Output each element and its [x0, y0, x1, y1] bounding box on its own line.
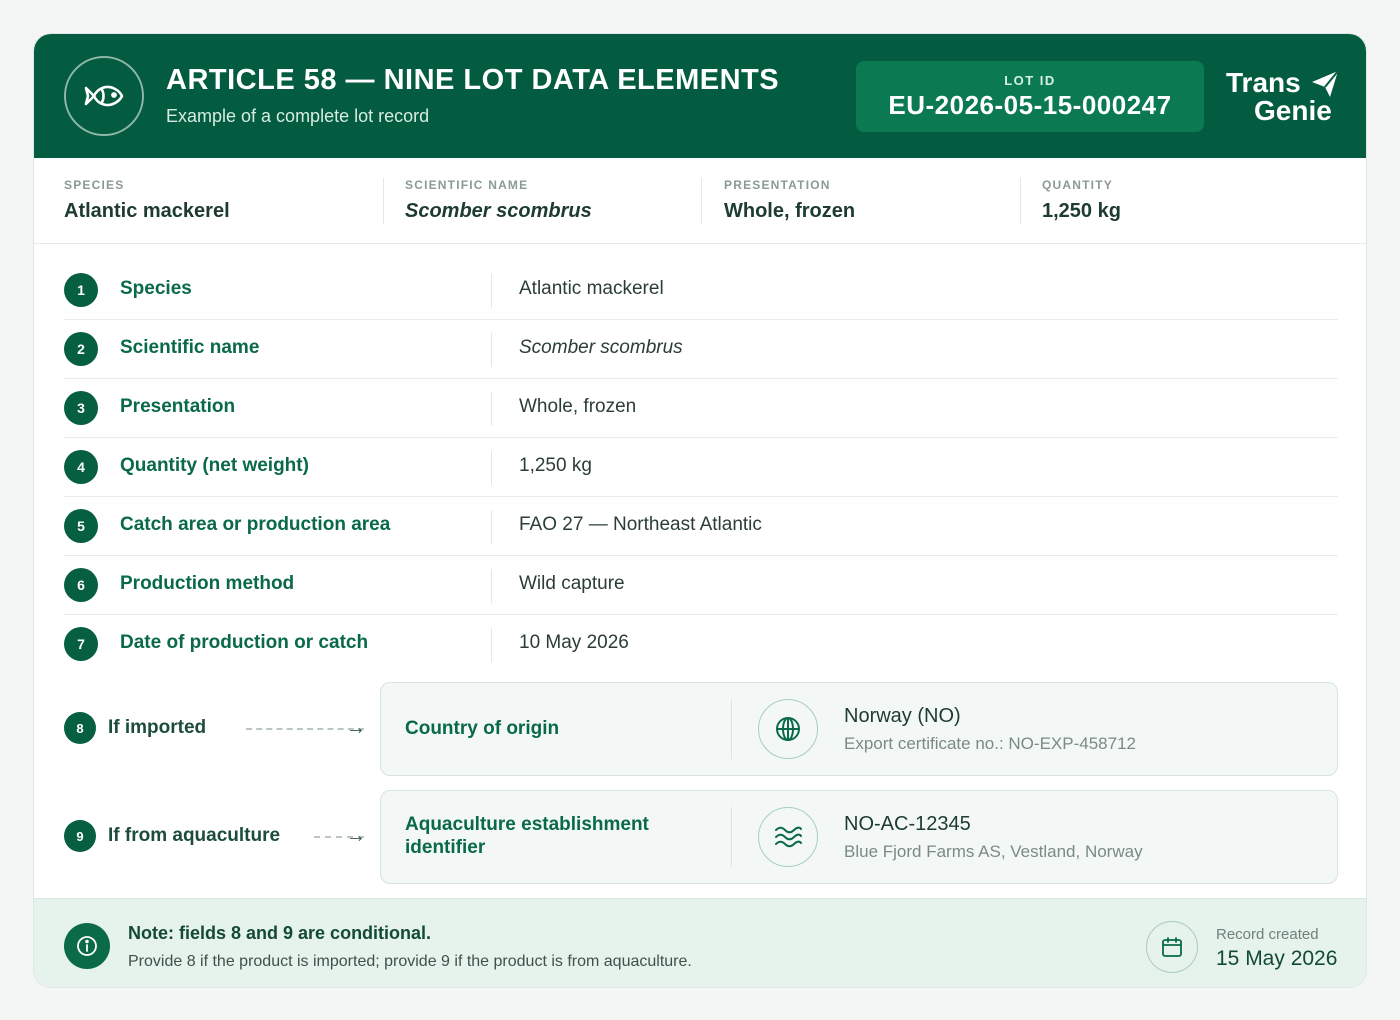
field-value: Atlantic mackerel — [519, 278, 664, 299]
summary-label: PRESENTATION — [724, 178, 831, 192]
row-divider — [491, 274, 492, 308]
row-divider — [491, 333, 492, 367]
page-subtitle: Example of a complete lot record — [166, 106, 430, 126]
field-number-badge: 5 — [64, 509, 98, 543]
conditional-field-value: NO-AC-12345 — [844, 813, 971, 835]
brand-arrow-icon — [1310, 70, 1340, 98]
row-divider — [491, 510, 492, 544]
record-created-date: 15 May 2026 — [1216, 947, 1338, 970]
summary-value: Scomber scombrus — [405, 200, 592, 222]
field-number-badge: 3 — [64, 391, 98, 425]
row-divider — [491, 451, 492, 485]
note-title: Note: fields 8 and 9 are conditional. — [128, 923, 432, 943]
summary-value: 1,250 kg — [1042, 200, 1121, 222]
summary-label: QUANTITY — [1042, 178, 1113, 192]
condition-label: If imported — [108, 717, 207, 738]
summary-divider — [701, 178, 702, 224]
field-number-badge: 7 — [64, 627, 98, 661]
footer-note — [34, 898, 1367, 988]
globe-icon — [758, 699, 818, 759]
summary-label: SPECIES — [64, 178, 125, 192]
summary-divider — [383, 178, 384, 224]
summary-divider — [1020, 178, 1021, 224]
summary-species — [64, 178, 230, 223]
summary-strip — [34, 158, 1367, 244]
field-value: Whole, frozen — [519, 396, 637, 417]
conditional-field-label-line1: Aquaculture establishment — [405, 814, 649, 835]
field-label: Species — [120, 278, 192, 299]
field-number-badge: 2 — [64, 332, 98, 366]
field-value: Wild capture — [519, 573, 625, 594]
page-title: ARTICLE 58 — NINE LOT DATA ELEMENTS — [166, 64, 780, 96]
field-row-quantity — [64, 438, 1338, 497]
row-divider — [491, 628, 492, 662]
field-value: 10 May 2026 — [519, 632, 629, 653]
arrow-right-icon: → — [346, 717, 366, 739]
summary-value: Atlantic mackerel — [64, 200, 230, 222]
field-label: Scientific name — [120, 337, 260, 358]
conditional-field-detail: Export certificate no.: NO-EXP-458712 — [844, 734, 1136, 753]
brand-text-line1: Trans — [1226, 67, 1301, 98]
field-row-species — [64, 261, 1338, 320]
row-divider — [491, 569, 492, 603]
arrow-right-icon: → — [346, 825, 366, 847]
field-row-presentation — [64, 379, 1338, 438]
condition-imported — [64, 709, 364, 749]
summary-quantity — [1042, 178, 1121, 223]
summary-scientific-name — [405, 178, 592, 223]
lot-id-label: LOT ID — [1004, 73, 1056, 88]
field-number-badge: 1 — [64, 273, 98, 307]
field-row-catch-area — [64, 497, 1338, 556]
field-label: Quantity (net weight) — [120, 455, 309, 476]
aquaculture-establishment-box — [380, 790, 1338, 884]
lot-id-badge — [856, 61, 1204, 132]
summary-value: Whole, frozen — [724, 200, 856, 222]
note-text: Provide 8 if the product is imported; provide 9 if the product is from aquaculture. — [128, 953, 692, 970]
conditional-field-detail: Blue Fjord Farms AS, Vestland, Norway — [844, 842, 1143, 861]
field-row-production-method — [64, 556, 1338, 615]
lot-id-value: EU-2026-05-15-000247 — [888, 90, 1172, 120]
lot-record-card — [33, 33, 1367, 988]
waves-icon — [758, 807, 818, 867]
conditional-field-value: Norway (NO) — [844, 705, 961, 727]
fish-icon — [64, 56, 144, 136]
summary-presentation — [724, 178, 855, 223]
field-row-date — [64, 615, 1338, 674]
field-row-scientific-name — [64, 320, 1338, 379]
header-banner — [34, 34, 1367, 158]
country-of-origin-box — [380, 682, 1338, 776]
conditional-field-label: Country of origin — [405, 718, 560, 739]
brand-text-line2: Genie — [1254, 95, 1332, 126]
conditional-field-label-line2: identifier — [405, 837, 486, 858]
brand-logo — [1224, 68, 1344, 128]
condition-aquaculture — [64, 817, 364, 857]
field-value: Scomber scombrus — [519, 337, 683, 358]
field-number-badge: 4 — [64, 450, 98, 484]
box-divider — [731, 807, 732, 867]
condition-label: If from aquaculture — [108, 825, 281, 846]
box-divider — [731, 699, 732, 759]
field-label: Presentation — [120, 396, 236, 417]
info-icon — [64, 923, 110, 969]
field-label: Catch area or production area — [120, 514, 391, 535]
calendar-icon — [1146, 921, 1198, 973]
field-value: 1,250 kg — [519, 455, 592, 476]
row-divider — [491, 392, 492, 426]
field-number-badge: 9 — [64, 820, 96, 852]
field-number-badge: 6 — [64, 568, 98, 602]
field-value: FAO 27 — Northeast Atlantic — [519, 514, 762, 535]
summary-label: SCIENTIFIC NAME — [405, 178, 529, 192]
field-label: Date of production or catch — [120, 632, 369, 653]
field-number-badge: 8 — [64, 712, 96, 744]
conditional-field-label — [405, 813, 649, 859]
field-label: Production method — [120, 573, 295, 594]
record-created-label: Record created — [1216, 926, 1319, 943]
